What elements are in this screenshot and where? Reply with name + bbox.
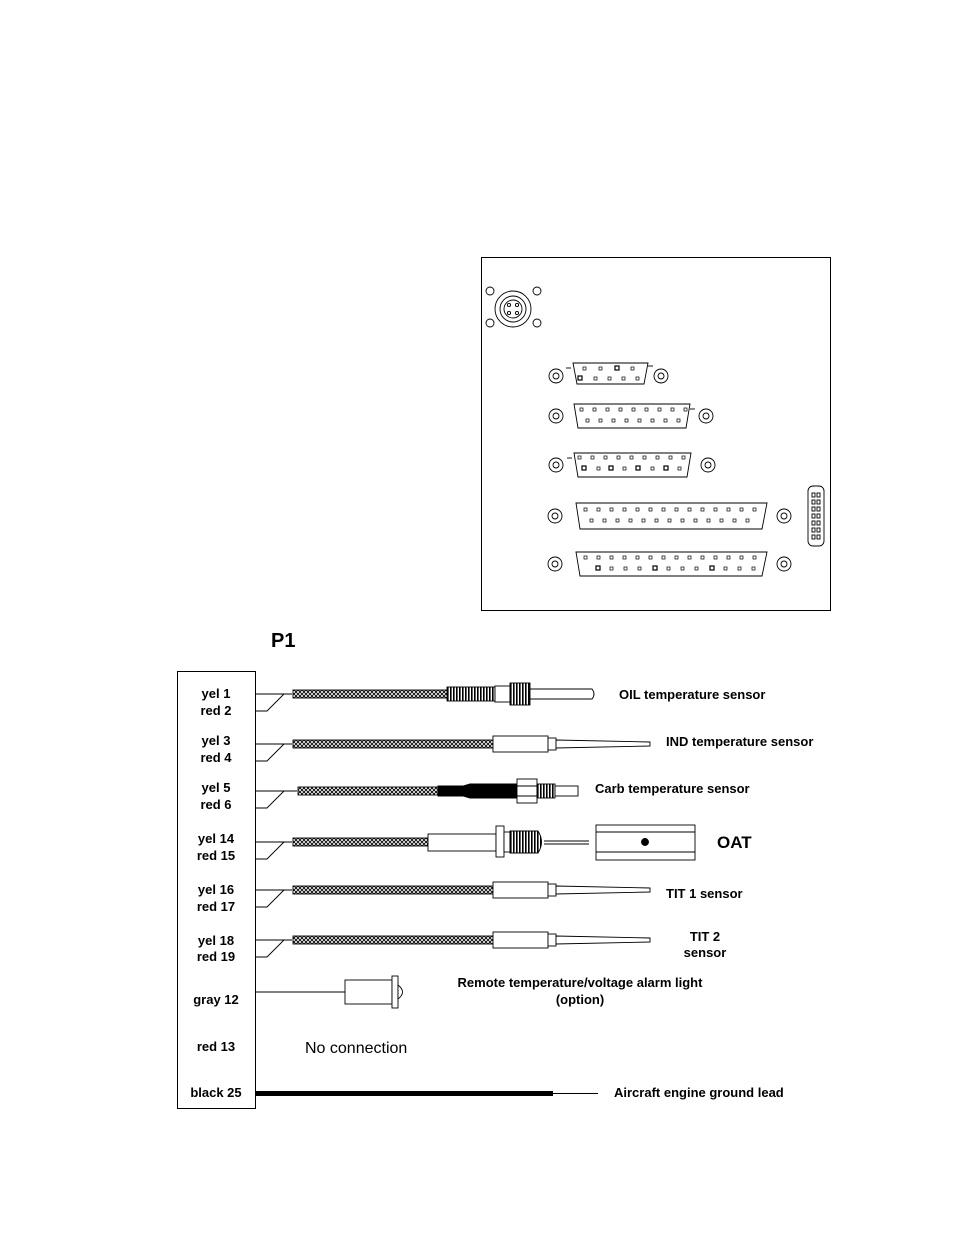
tit2-sensor	[293, 932, 650, 948]
oil-sensor	[293, 683, 594, 705]
pin-label: red 15	[196, 848, 236, 863]
oil-sensor-label: OIL temperature sensor	[619, 687, 766, 702]
no-connection-label: No connection	[305, 1040, 408, 1057]
pin-label: yel 14	[197, 831, 235, 846]
pin-label: black 25	[190, 1085, 242, 1100]
tit2-sensor-label: TIT 2	[689, 929, 721, 944]
dsub-connector-5	[548, 552, 791, 576]
oat-sensor	[293, 826, 589, 857]
dsub-connector-4	[548, 503, 791, 529]
tit1-sensor	[293, 882, 650, 898]
pin-label: yel 1	[201, 686, 231, 701]
pin-label: yel 3	[201, 733, 231, 748]
pin-label: yel 18	[197, 933, 235, 948]
alarm-light	[345, 976, 403, 1008]
alarm-light-label: Remote temperature/voltage alarm light	[457, 975, 703, 990]
pin-label: red 4	[200, 750, 232, 765]
oat-probe-housing	[596, 825, 695, 860]
dsub-connector-3	[549, 453, 715, 477]
tit2-sensor-label: sensor	[683, 945, 727, 960]
ground-lead-label: Aircraft engine ground lead	[614, 1085, 784, 1100]
alarm-light-label: (option)	[555, 992, 605, 1007]
dsub-connector-2	[549, 404, 713, 428]
round-connector	[486, 287, 541, 327]
pin-label: red 2	[200, 703, 232, 718]
pin-label: red 13	[196, 1039, 236, 1054]
pin-label: red 19	[196, 949, 236, 964]
carb-sensor-label: Carb temperature sensor	[595, 781, 750, 796]
dsub-connector-1	[549, 363, 668, 384]
pin-block	[178, 672, 256, 1109]
rear-panel	[482, 258, 831, 611]
oat-label: OAT	[717, 833, 752, 852]
tit1-sensor-label: TIT 1 sensor	[666, 886, 743, 901]
connector-title: P1	[271, 630, 296, 652]
pin-label: gray 12	[193, 992, 239, 1007]
carb-sensor	[298, 779, 578, 803]
pin-label: red 17	[196, 899, 236, 914]
dip-switch	[808, 486, 824, 546]
ind-sensor	[293, 736, 650, 752]
pin-label: yel 16	[197, 882, 235, 897]
pin-label: red 6	[200, 797, 232, 812]
ind-sensor-label: IND temperature sensor	[666, 734, 814, 749]
pin-label: yel 5	[201, 780, 231, 795]
